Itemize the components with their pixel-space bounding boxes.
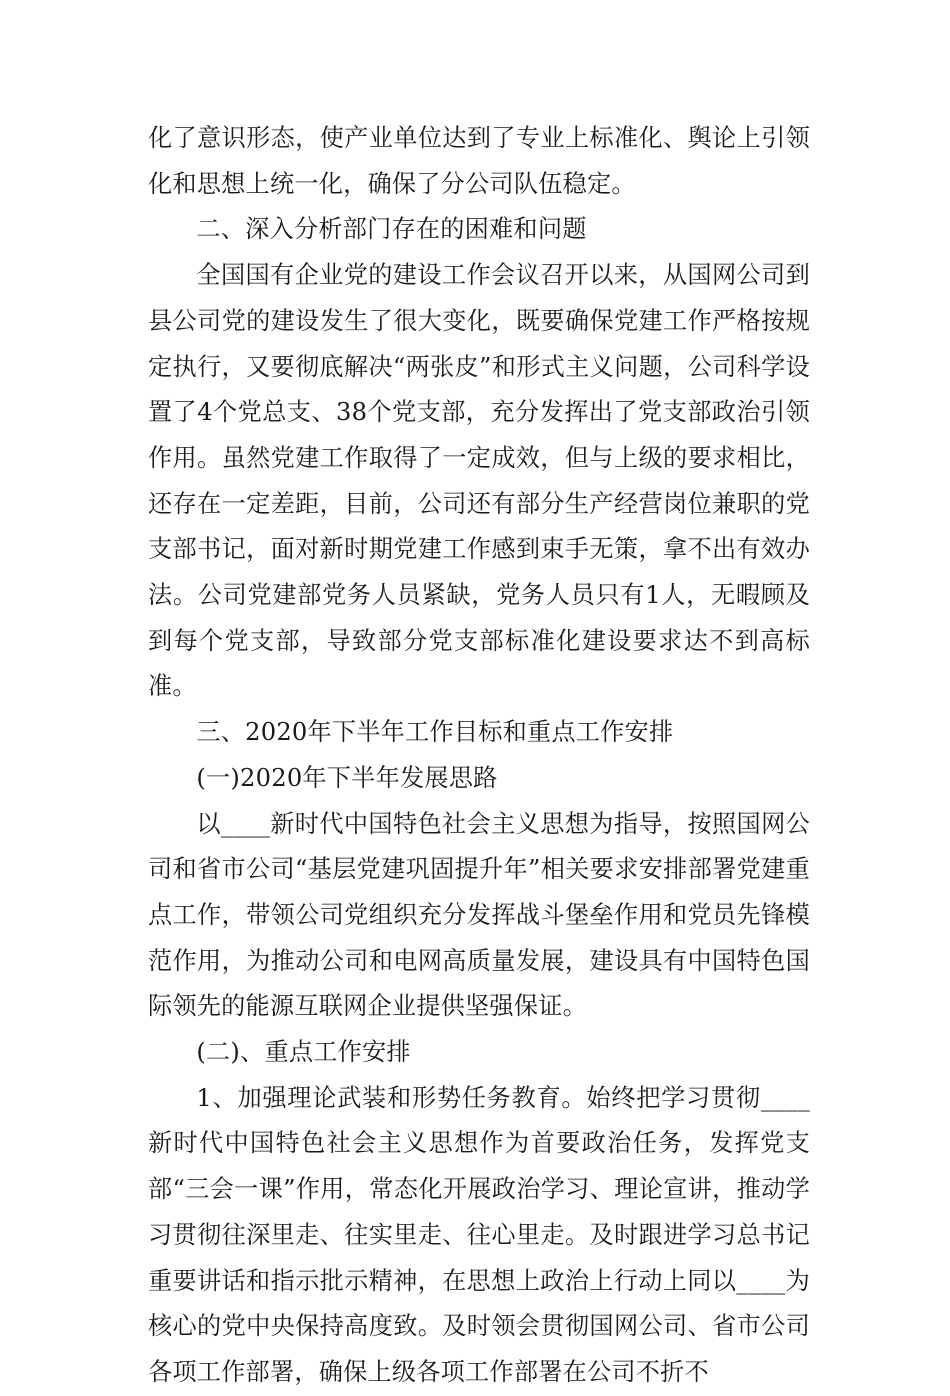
section-heading-3: 三、2020年下半年工作目标和重点工作安排 <box>196 718 674 747</box>
paragraph-8: 1、加强理论武装和形势任务教育。始终把学习贯彻____新时代中国特色社会主义思想作为首要政治任务，发挥党支部“三会一课”作用，常态化开展政治学习、理论宣讲，推动学习贯彻往深里走、往实里走、往心里走。及时跟进学习总书记重要讲话和指示批示精神，在思想上政治上行动上同以____为核心的党中央保持高度致。及时领会贯彻国网公司、省市公司各项工作部署，确保上级各项工作部署在公司不折不 <box>148 1083 810 1386</box>
document-body <box>148 116 810 1396</box>
subsection-heading-2: (二)、重点工作安排 <box>196 1038 411 1067</box>
paragraph-3: 全国国有企业党的建设工作会议召开以来，从国网公司到县公司党的建设发生了很大变化，既要确保党建工作严格按规定执行，又要彻底解决“两张皮”和形式主义问题，公司科学设置了4个党总支、38个党支部，充分发挥出了党支部政治引领作用。虽然党建工作取得了一定成效，但与上级的要求相比，还存在一定差距，目前，公司还有部分生产经营岗位兼职的党支部书记，面对新时期党建工作感到束手无策，拿不出有效办法。公司党建部党务人员紧缺，党务人员只有1人，无暇顾及到每个党支部，导致部分党支部标准化建设要求达不到高标准。 <box>148 261 810 701</box>
section-heading-2: 二、深入分析部门存在的困难和问题 <box>196 215 587 244</box>
subsection-heading-1: (一)2020年下半年发展思路 <box>196 763 498 792</box>
paragraph-1: 化了意识形态，使产业单位达到了专业上标准化、舆论上引领化和思想上统一化，确保了分公司队伍稳定。 <box>148 124 810 198</box>
paragraph-6: 以____新时代中国特色社会主义思想为指导，按照国网公司和省市公司“基层党建巩固提升年”相关要求安排部署党建重点工作，带领公司党组织充分发挥战斗堡垒作用和党员先锋模范作用，为推动公司和电网高质量发展，建设具有中国特色国际领先的能源互联网企业提供坚强保证。 <box>148 809 810 1021</box>
